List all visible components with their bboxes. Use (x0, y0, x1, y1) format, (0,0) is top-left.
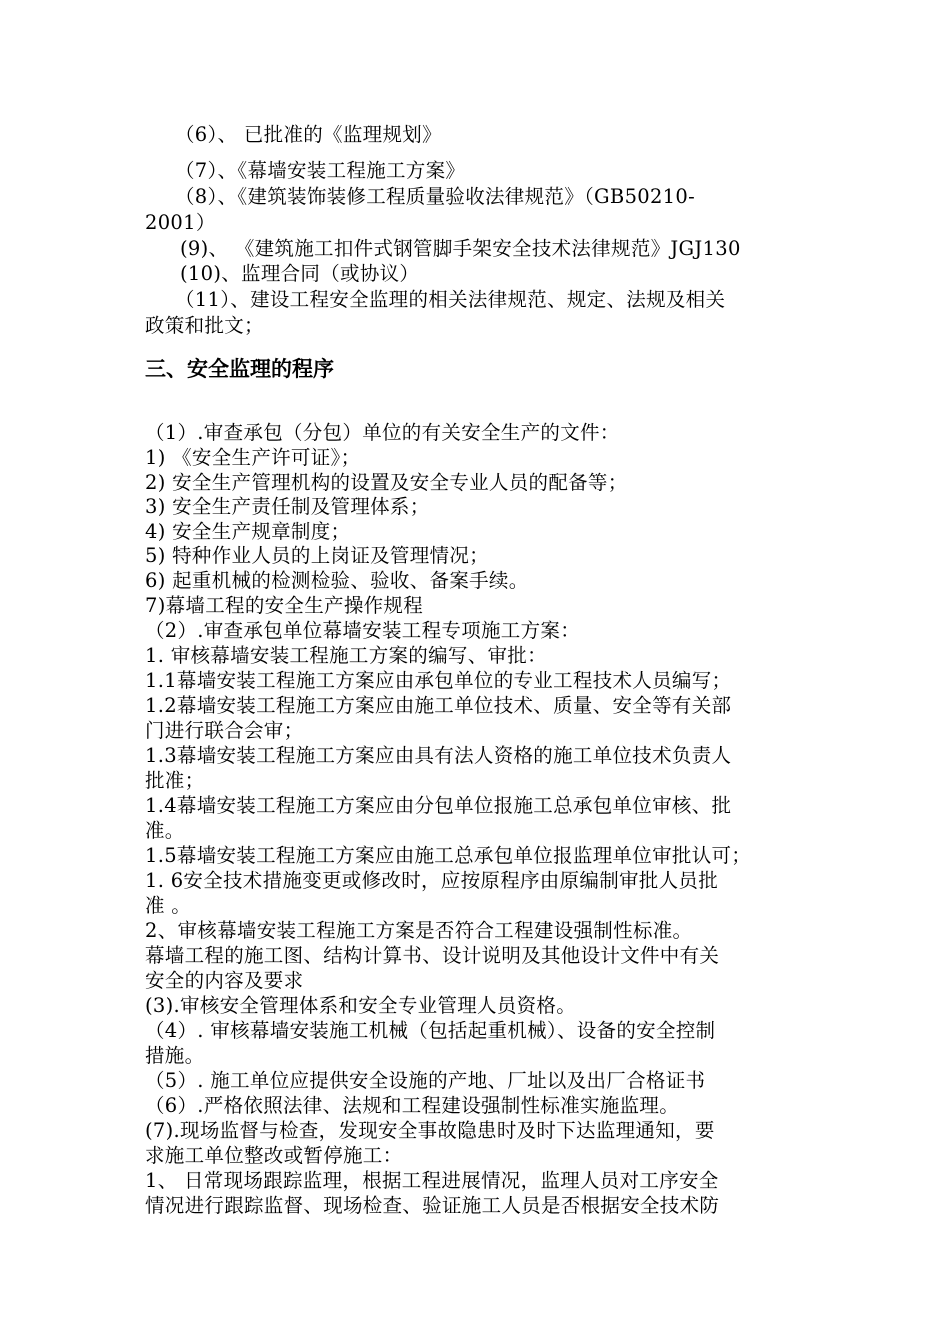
body-line: 门进行联合会审； (145, 719, 304, 742)
body-line: (7).现场监督与检查，发现安全事故隐患时及时下达监理通知，要 (145, 1119, 715, 1142)
body-line: （2）.审查承包单位幕墙安装工程专项施工方案： (145, 619, 581, 642)
basis-item-11-cont: 政策和批文； (145, 314, 264, 337)
body-line: 1.5幕墙安装工程施工方案应由施工总承包单位报监理单位审批认可； (145, 844, 752, 867)
body-line: 2、审核幕墙安装工程施工方案是否符合工程建设强制性标准。 (145, 919, 693, 942)
body-line: 1.4幕墙安装工程施工方案应由分包单位报施工总承包单位审核、批 (145, 794, 732, 817)
body-line: 7)幕墙工程的安全生产操作规程 (145, 594, 424, 617)
body-line: 6) 起重机械的检测检验、验收、备案手续。 (145, 569, 529, 592)
body-line: 1) 《安全生产许可证》； (145, 446, 361, 469)
basis-item-7: （7）、《幕墙安装工程施工方案》 (175, 159, 466, 182)
body-line: 准 。 (145, 894, 192, 917)
body-line: 准。 (145, 819, 185, 842)
basis-item-6: （6）、 已批准的《监理规划》 (175, 123, 442, 146)
body-line: 3) 安全生产责任制及管理体系； (145, 495, 430, 518)
section-heading: 三、安全监理的程序 (145, 357, 334, 381)
body-line: 安全的内容及要求 (145, 969, 304, 992)
body-line: （5）. 施工单位应提供安全设施的产地、厂址以及出厂合格证书 (145, 1069, 706, 1092)
body-line: 批准； (145, 769, 205, 792)
body-line: 1、 日常现场跟踪监理，根据工程进展情况，监理人员对工序安全 (145, 1169, 719, 1192)
body-line: 求施工单位整改或暂停施工： (145, 1144, 403, 1167)
body-line: （4）. 审核幕墙安装施工机械（包括起重机械）、设备的安全控制 (145, 1019, 716, 1042)
body-line: 1.2幕墙安装工程施工方案应由施工单位技术、质量、安全等有关部 (145, 694, 732, 717)
body-line: 幕墙工程的施工图、结构计算书、设计说明及其他设计文件中有关 (145, 944, 720, 967)
body-line: 1. 6安全技术措施变更或修改时，应按原程序由原编制审批人员批 (145, 869, 719, 892)
basis-item-11: （11）、建设工程安全监理的相关法律规范、规定、法规及相关 (175, 288, 726, 311)
basis-item-8: （8）、《建筑装饰装修工程质量验收法律规范》（GB50210- (175, 185, 695, 208)
body-line: 措施。 (145, 1044, 205, 1067)
body-line: （1）.审查承包（分包）单位的有关安全生产的文件： (145, 421, 620, 444)
body-line: 2) 安全生产管理机构的设置及安全专业人员的配备等； (145, 471, 628, 494)
body-line: 情况进行跟踪监督、现场检查、验证施工人员是否根据安全技术防 (145, 1194, 720, 1217)
body-line: 1.1幕墙安装工程施工方案应由承包单位的专业工程技术人员编写； (145, 669, 732, 692)
body-line: 4) 安全生产规章制度； (145, 520, 351, 543)
basis-item-10: (10)、监理合同（或协议） (180, 262, 420, 285)
basis-item-8-cont: 2001） (145, 211, 216, 234)
body-line: （6）.严格依照法律、法规和工程建设强制性标准实施监理。 (145, 1094, 680, 1117)
body-line: (3).审核安全管理体系和安全专业管理人员资格。 (145, 994, 577, 1017)
body-line: 5) 特种作业人员的上岗证及管理情况； (145, 544, 489, 567)
body-line: 1.3幕墙安装工程施工方案应由具有法人资格的施工单位技术负责人 (145, 744, 732, 767)
body-line: 1. 审核幕墙安装工程施工方案的编写、审批： (145, 644, 547, 667)
basis-item-9: (9)、 《建筑施工扣件式钢管脚手架安全技术法律规范》JGJ130 (180, 237, 741, 260)
